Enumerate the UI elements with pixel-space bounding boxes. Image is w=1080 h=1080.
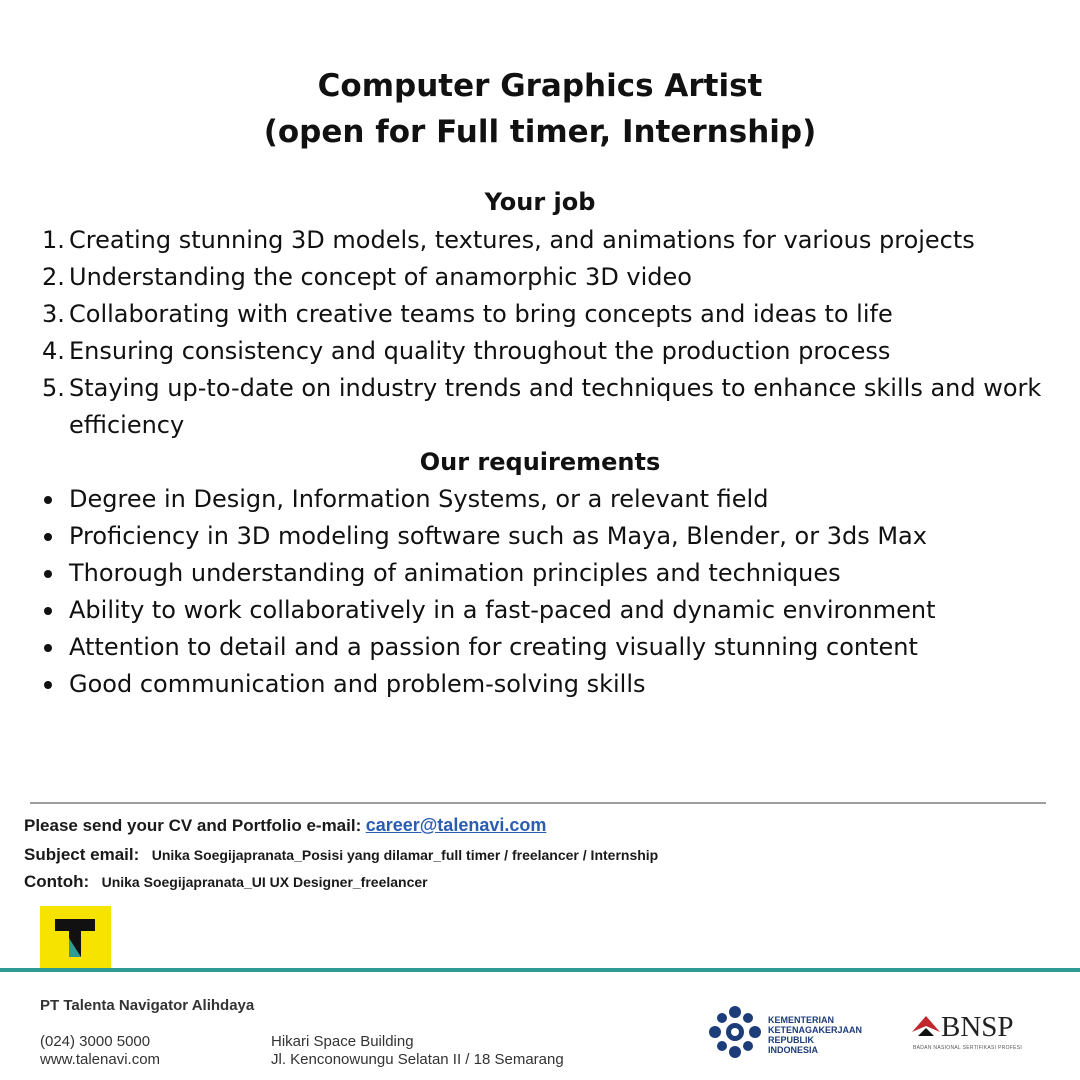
job-item-number: 4.: [42, 337, 65, 365]
subject-row: [24, 845, 658, 865]
job-item-text: Staying up-to-date on industry trends and techniques to enhance skills and work efficiency: [69, 374, 1042, 439]
kemnaker-line: KETENAGAKERJAAN: [768, 1025, 863, 1035]
bullet-icon: [44, 607, 52, 615]
career-email-link[interactable]: career@talenavi.com: [365, 815, 547, 835]
kemnaker-line: REPUBLIK: [768, 1035, 815, 1045]
job-item: [40, 222, 1070, 259]
company-name: PT Talenta Navigator Alihdaya: [40, 997, 255, 1014]
job-list: [40, 222, 1070, 444]
bnsp-emblem-icon: [910, 1010, 942, 1042]
bullet-icon: [44, 681, 52, 689]
job-item: [40, 370, 1070, 444]
kemnaker-line: INDONESIA: [768, 1045, 819, 1055]
requirement-text: Attention to detail and a passion for creating visually stunning content: [69, 633, 918, 661]
requirement-item: [40, 666, 1070, 703]
bnsp-text: BNSP: [941, 1011, 1014, 1043]
requirement-text: Proficiency in 3D modeling software such as Maya, Blender, or 3ds Max: [69, 522, 927, 550]
job-item-number: 3.: [42, 300, 65, 328]
job-item-number: 1.: [42, 226, 65, 254]
divider: [30, 802, 1046, 804]
job-item: [40, 259, 1070, 296]
job-title-line1: Computer Graphics Artist: [317, 68, 763, 104]
contact-email-row: [24, 815, 546, 836]
requirement-text: Thorough understanding of animation principles and techniques: [69, 559, 841, 587]
kemnaker-logo-icon: [706, 1004, 764, 1060]
requirements-heading: Our requirements: [419, 448, 661, 476]
your-job-heading: Your job: [484, 188, 596, 216]
example-label: Contoh:: [24, 872, 90, 891]
requirement-text: Degree in Design, Information Systems, or a relevant field: [69, 485, 769, 513]
requirement-item: [40, 555, 1070, 592]
kemnaker-line: KEMENTERIAN: [768, 1015, 835, 1025]
phone: (024) 3000 5000: [40, 1033, 151, 1050]
job-title-line2: (open for Full timer, Internship): [263, 114, 817, 150]
subject-label: Subject email:: [24, 845, 140, 864]
talenavi-logo-mark-icon: [40, 906, 111, 970]
job-item-text: Collaborating with creative teams to bring concepts and ideas to life: [69, 300, 893, 328]
bullet-icon: [44, 644, 52, 652]
subject-value: Unika Soegijapranata_Posisi yang dilamar_full timer / freelancer / Internship: [151, 847, 659, 863]
send-cv-label: Please send your CV and Portfolio e-mail:: [24, 816, 362, 835]
requirement-text: Ability to work collaboratively in a fast-paced and dynamic environment: [69, 596, 936, 624]
street-address: Jl. Kenconowungu Selatan II / 18 Semarang: [271, 1051, 564, 1068]
website: www.talenavi.com: [40, 1051, 161, 1068]
requirements-list: [40, 481, 1070, 703]
job-item-text: Creating stunning 3D models, textures, and animations for various projects: [69, 226, 975, 254]
kemnaker-text: [768, 1015, 862, 1055]
requirement-item: [40, 592, 1070, 629]
job-item-number: 5.: [42, 374, 65, 402]
example-row: [24, 872, 428, 892]
job-item: [40, 333, 1070, 370]
talenavi-logo: [40, 906, 111, 970]
job-item-number: 2.: [42, 263, 65, 291]
requirement-item: [40, 481, 1070, 518]
teal-divider: [0, 968, 1080, 972]
requirement-item: [40, 629, 1070, 666]
requirement-item: [40, 518, 1070, 555]
bullet-icon: [44, 533, 52, 541]
example-value: Unika Soegijapranata_UI UX Designer_freelancer: [101, 874, 428, 890]
job-item-text: Understanding the concept of anamorphic 3D video: [69, 263, 692, 291]
requirement-text: Good communication and problem-solving skills: [69, 670, 646, 698]
bullet-icon: [44, 496, 52, 504]
building-name: Hikari Space Building: [271, 1033, 414, 1050]
job-item: [40, 296, 1070, 333]
bullet-icon: [44, 570, 52, 578]
job-item-text: Ensuring consistency and quality throughout the production process: [69, 337, 891, 365]
bnsp-subtitle: BADAN NASIONAL SERTIFIKASI PROFESI: [913, 1045, 1023, 1051]
